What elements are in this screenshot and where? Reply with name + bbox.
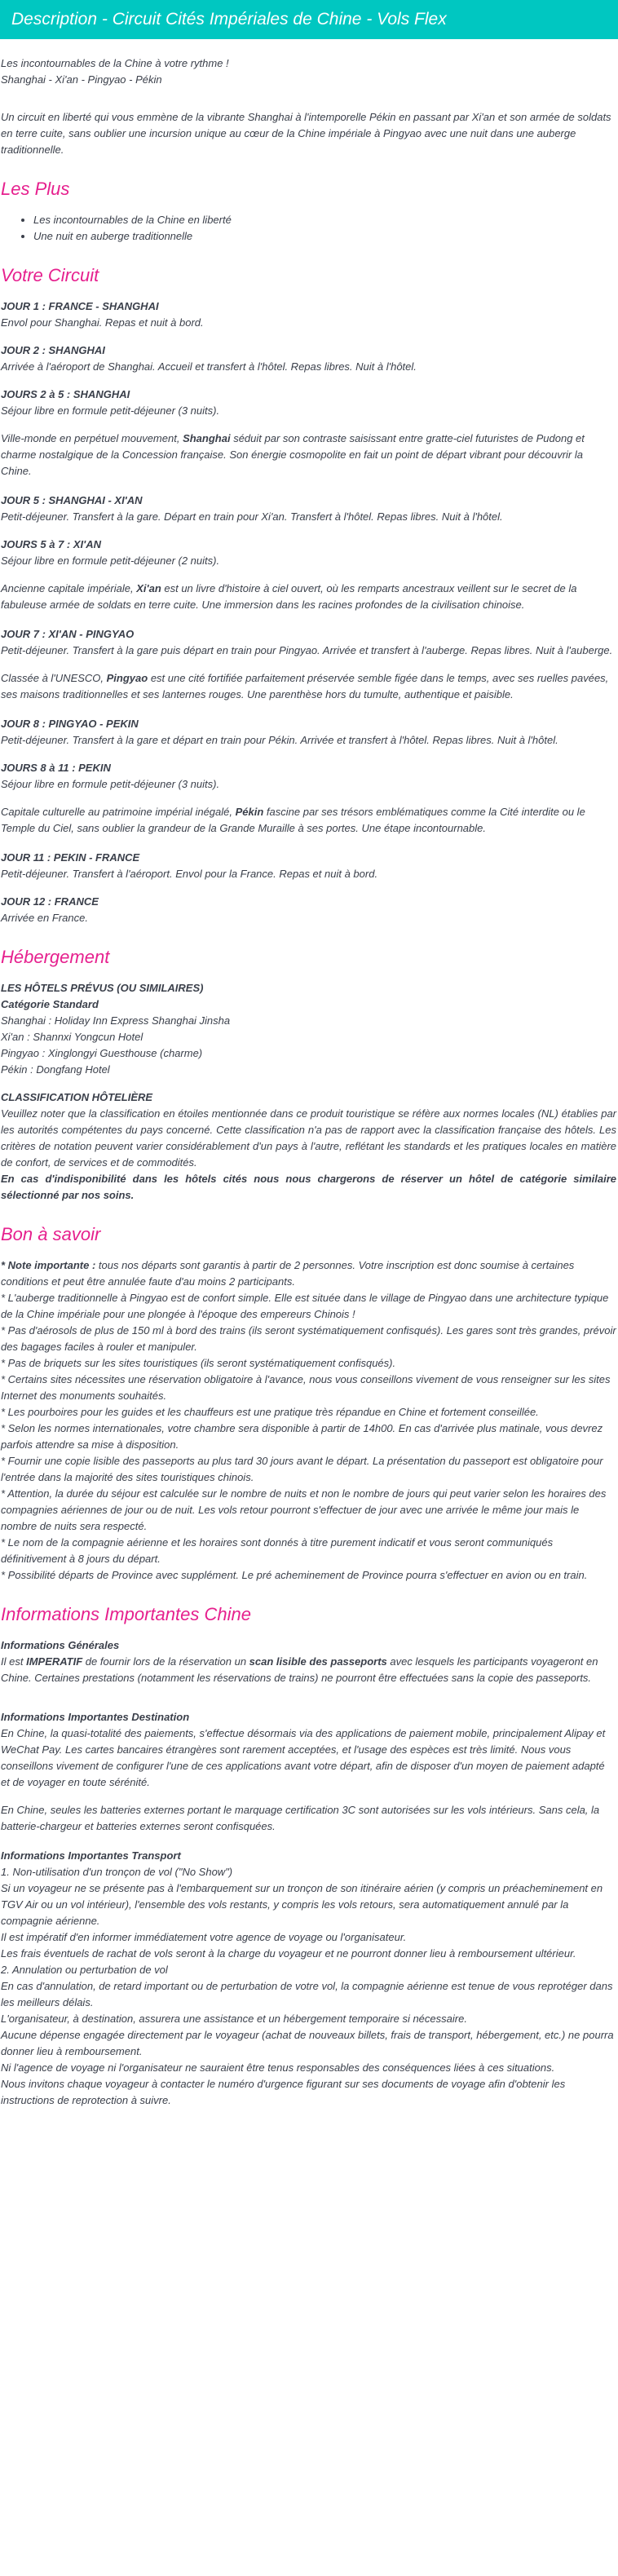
emphasis: scan lisible des passeports	[249, 1655, 387, 1668]
bon-a-savoir-item: * Attention, la durée du séjour est calculée sur le nombre de nuits et non le nombre de jours qui peut varier selon les horaires des compagnies aériennes de jour ou de nuit. Les vols retour pourront s'effectuer de jour avec une arrivée le même jour mais le nombre de nuits sera respecté.	[1, 1487, 607, 1532]
classification-note: En cas d'indisponibilité dans les hôtels cités nous nous chargerons de réserver un hôtel de catégorie similaire sélectionné par nos soins.	[1, 1173, 616, 1201]
section-title-hebergement: Hébergement	[1, 947, 110, 967]
day-title: JOUR 8 : PINGYAO - PEKIN	[1, 718, 139, 730]
text-part: séduit par son contraste saisissant entre gratte-ciel futuristes de Pudong et charme nostalgique de la Concession française. Son énergie cosmopolite en fait un point de départ vibrant pour découvrir la Chine.	[1, 432, 585, 477]
plus-list	[1, 212, 616, 245]
text-part: est un livre d'histoire à ciel ouvert, où les remparts ancestraux veillent sur le secret de la fabuleuse armée de soldats en terre cuite. Une immersion dans les racines profondes de la civilisation chinoise.	[1, 582, 577, 611]
banner-title: Description - Circuit Cités Impériales de Chine - Vols Flex	[0, 0, 618, 39]
info-generales-text	[1, 1654, 616, 1686]
info-generales	[1, 1637, 616, 1686]
day-title: JOUR 12 : FRANCE	[1, 895, 99, 908]
city-description-shanghai	[1, 431, 616, 479]
plus-item: • Les incontournables de la Chine en liberté	[33, 212, 616, 228]
info-destination-title: Informations Importantes Destination	[1, 1711, 190, 1723]
bon-a-savoir-item: * Possibilité départs de Province avec supplément. Le pré acheminement de Province pourra s'effectuer en avion ou en train.	[1, 1569, 588, 1581]
hotel-item: Shanghai : Holiday Inn Express Shanghai Jinsha	[1, 1014, 231, 1027]
transport-line: Aucune dépense engagée directement par le voyageur (achat de nouveaux billets, frais de transport, hébergement, etc.) ne pourra donner lieu à remboursement.	[1, 2029, 614, 2057]
info-destination-text: En Chine, la quasi-totalité des paiements, s'effectue désormais via des applications de paiement mobile, principalement Alipay et WeChat Pay. Les cartes bancaires étrangères sont rarement acceptées, et l'usage des espèces est très limité. Nous vous conseillons vivement de configurer l'une de ces applications avant votre départ, afin de disposer d'un moyen de paiement adapté et de voyager en toute sérénité.	[1, 1727, 606, 1788]
day-text: Petit-déjeuner. Transfert à l'aéroport. Envol pour la France. Repas et nuit à bord.	[1, 868, 378, 880]
info-destination	[1, 1709, 616, 1791]
day-5	[1, 537, 616, 569]
day-text: Petit-déjeuner. Transfert à la gare et départ en train pour Pékin. Arrivée et transfert à l'hôtel. Repas libres. Nuit à l'hôtel.	[1, 734, 558, 746]
city-name: Pékin	[235, 806, 264, 818]
day-text: Séjour libre en formule petit-déjeuner (3 nuits).	[1, 404, 220, 417]
intro	[1, 55, 616, 88]
day-title: JOUR 1 : FRANCE - SHANGHAI	[1, 300, 159, 312]
day-1	[1, 298, 616, 331]
day-7	[1, 716, 616, 749]
city-description-xian	[1, 581, 616, 613]
text-part: Il est	[1, 1655, 27, 1668]
day-9	[1, 850, 616, 882]
bon-a-savoir-item: * Pas d'aérosols de plus de 150 ml à bord des trains (ils seront systématiquement confisqués). Les gares sont très grandes, prévoir des bagages faciles à rouler et manipuler.	[1, 1324, 616, 1353]
day-10	[1, 894, 616, 926]
day-text: Séjour libre en formule petit-déjeuner (3 nuits).	[1, 778, 220, 790]
note-text: tous nos départs sont garantis à partir de 2 personnes. Votre inscription est donc soumise à certaines conditions et peut être annulée faute d'au moins 2 participants.	[1, 1259, 575, 1288]
text-part: de fournir lors de la réservation un	[82, 1655, 249, 1668]
transport-line: En cas d'annulation, de retard important ou de perturbation de votre vol, la compagnie aérienne est tenue de vous reprotéger dans les meilleurs délais.	[1, 1980, 613, 2008]
day-text: Arrivée à l'aéroport de Shanghai. Accueil et transfert à l'hôtel. Repas libres. Nuit à l'hôtel.	[1, 360, 417, 373]
day-text: Envol pour Shanghai. Repas et nuit à bord.	[1, 316, 204, 329]
text-part: avec lesquels les participants voyageront en Chine. Certaines prestations (notamment les réservations de trains) ne pourront être effectuées sans la copie des passeports.	[1, 1655, 598, 1684]
day-text: Petit-déjeuner. Transfert à la gare. Départ en train pour Xi'an. Transfert à l'hôtel. Repas libres. Nuit à l'hôtel.	[1, 510, 503, 523]
bon-a-savoir-item: * Selon les normes internationales, votre chambre sera disponible à partir de 14h00. En cas d'arrivée plus matinale, vous devrez parfois attendre sa mise à disposition.	[1, 1422, 603, 1451]
plus-item: • Une nuit en auberge traditionnelle	[33, 228, 616, 245]
city-name: Pingyao	[106, 672, 148, 684]
day-8	[1, 760, 616, 793]
day-title: JOUR 7 : XI'AN - PINGYAO	[1, 628, 135, 640]
day-title: JOURS 8 à 11 : PEKIN	[1, 762, 111, 774]
text-part: fascine par ses trésors emblématiques comme la Cité interdite ou le Temple du Ciel, sans oublier la grandeur de la Grande Muraille à ses portes. Une étape incontournable.	[1, 806, 585, 834]
hotels-title: LES HÔTELS PRÉVUS (OU SIMILAIRES)	[1, 982, 204, 994]
transport-line: Il est impératif d'en informer immédiatement votre agence de voyage ou l'organisateur.	[1, 1931, 407, 1943]
day-title: JOURS 2 à 5 : SHANGHAI	[1, 388, 130, 400]
transport-line: 1. Non-utilisation d'un tronçon de vol ("No Show")	[1, 1866, 233, 1878]
note-importante	[1, 1257, 616, 1290]
day-text: Séjour libre en formule petit-déjeuner (2 nuits).	[1, 555, 220, 567]
day-6	[1, 626, 616, 659]
bon-a-savoir-item: * L'auberge traditionnelle à Pingyao est de confort simple. Elle est située dans le village de Pingyao dans une architecture typique de la Chine impériale pour une plongée à l'époque des empereurs Chinois !	[1, 1292, 609, 1320]
transport-line: Si un voyageur ne se présente pas à l'embarquement sur un tronçon de son itinéraire aérien (y compris un préacheminement en TGV Air ou un vol intérieur), l'ensemble des vols restants, y compris les vols retours, sera automatiquement annulé par la compagnie aérienne.	[1, 1882, 603, 1927]
day-text: Petit-déjeuner. Transfert à la gare puis départ en train pour Pingyao. Arrivée et transfert à l'auberge. Repas libres. Nuit à l'auberge.	[1, 644, 613, 656]
hotel-item: Pékin : Dongfang Hotel	[1, 1063, 110, 1076]
text-part: Ville-monde en perpétuel mouvement,	[1, 432, 183, 444]
section-title-bon-a-savoir: Bon à savoir	[1, 1224, 101, 1244]
city-description-pekin	[1, 804, 616, 837]
info-transport	[1, 1848, 616, 2109]
day-title: JOUR 11 : PEKIN - FRANCE	[1, 851, 140, 864]
note-label: * Note importante :	[1, 1259, 96, 1271]
text-part: est une cité fortifiée parfaitement préservée semble figée dans le temps, avec ses ruelles pavées, ses maisons traditionnelles et ses lanternes rouges. Une parenthèse hors du tumulte, authentique et paisible.	[1, 672, 609, 700]
text-part: Classée à l'UNESCO,	[1, 672, 107, 684]
transport-line: Ni l'agence de voyage ni l'organisateur ne sauraient être tenus responsables des conséquences liées à ces situations.	[1, 2061, 555, 2074]
bon-a-savoir-item: * Pas de briquets sur les sites touristiques (ils seront systématiquement confisqués).	[1, 1357, 396, 1369]
classification-block	[1, 1089, 616, 1204]
transport-line: L'organisateur, à destination, assurera une assistance et un hébergement temporaire si nécessaire.	[1, 2013, 467, 2025]
bon-a-savoir-item: * Certains sites nécessites une réservation obligatoire à l'avance, nous vous conseillons vivement de vous renseigner sur les sites Internet des monuments souhaités.	[1, 1373, 611, 1402]
classification-title: CLASSIFICATION HÔTELIÈRE	[1, 1091, 153, 1103]
day-title: JOUR 2 : SHANGHAI	[1, 344, 105, 356]
bon-a-savoir-item: * Fournir une copie lisible des passeports au plus tard 30 jours avant le départ. La présentation du passeport est obligatoire pour l'entrée dans la majorité des sites touristiques chinois.	[1, 1455, 603, 1483]
city-description-pingyao	[1, 670, 616, 703]
section-title-circuit: Votre Circuit	[1, 265, 99, 285]
bon-a-savoir-item: * Le nom de la compagnie aérienne et les horaires sont donnés à titre purement indicatif et vous seront communiqués définitivement à 8 jours du départ.	[1, 1536, 554, 1565]
info-destination-batteries: En Chine, seules les batteries externes portant le marquage certification 3C sont autorisées sur les vols intérieurs. Sans cela, la batterie-chargeur et batteries externes seront confisquées.	[1, 1804, 600, 1832]
info-generales-title: Informations Générales	[1, 1639, 120, 1651]
section-title-plus: Les Plus	[1, 179, 70, 199]
city-name: Xi'an	[136, 582, 161, 594]
day-text: Arrivée en France.	[1, 912, 88, 924]
day-title: JOUR 5 : SHANGHAI - XI'AN	[1, 494, 143, 506]
transport-line: Nous invitons chaque voyageur à contacter le numéro d'urgence figurant sur ses documents de voyage afin d'obtenir les instructions de reprotection à suivre.	[1, 2078, 566, 2106]
text-part: Ancienne capitale impériale,	[1, 582, 137, 594]
intro-tagline: Les incontournables de la Chine à votre rythme !	[1, 57, 229, 69]
text-part: Capitale culturelle au patrimoine impérial inégalé,	[1, 806, 236, 818]
classification-text: Veuillez noter que la classification en étoiles mentionnée dans ce produit touristique se réfère aux normes locales (NL) établies par les autorités compétentes du pays concerné. Cette classification n'a pas de rapport avec la classification française des hôtels. Les critères de notation peuvent varier considérablement d'un pays à l'autre, reflétant les standards et les pratiques locales en matière de confort, de services et de commodités.	[1, 1107, 616, 1169]
hotels-category: Catégorie Standard	[1, 998, 99, 1010]
info-transport-title: Informations Importantes Transport	[1, 1849, 181, 1862]
section-title-informations: Informations Importantes Chine	[1, 1604, 251, 1624]
intro-route: Shanghai - Xi'an - Pingyao - Pékin	[1, 73, 162, 86]
bon-a-savoir-item: * Les pourboires pour les guides et les chauffeurs est une pratique très répandue en Chine et fortement conseillée.	[1, 1406, 539, 1418]
hotel-item: Pingyao : Xinglongyi Guesthouse (charme)	[1, 1047, 203, 1059]
bon-a-savoir-list	[1, 1257, 616, 1584]
hotel-item: Xi'an : Shannxi Yongcun Hotel	[1, 1031, 143, 1043]
day-2	[1, 342, 616, 375]
content	[0, 55, 618, 2109]
transport-line: Les frais éventuels de rachat de vols seront à la charge du voyageur et ne pourront donner lieu à remboursement ultérieur.	[1, 1947, 576, 1960]
city-name: Shanghai	[183, 432, 231, 444]
day-4	[1, 493, 616, 525]
emphasis: IMPERATIF	[26, 1655, 83, 1668]
day-title: JOURS 5 à 7 : XI'AN	[1, 538, 102, 550]
day-3	[1, 387, 616, 419]
intro-text: Un circuit en liberté qui vous emmène de la vibrante Shanghai à l'intemporelle Pékin en passant par Xi'an et son armée de soldats en terre cuite, sans oublier une incursion unique au cœur de la Chine impériale à Pingyao avec une nuit dans une auberge traditionnelle.	[1, 111, 611, 156]
transport-line: 2. Annulation ou perturbation de vol	[1, 1964, 168, 1976]
hotels-block	[1, 980, 616, 1078]
